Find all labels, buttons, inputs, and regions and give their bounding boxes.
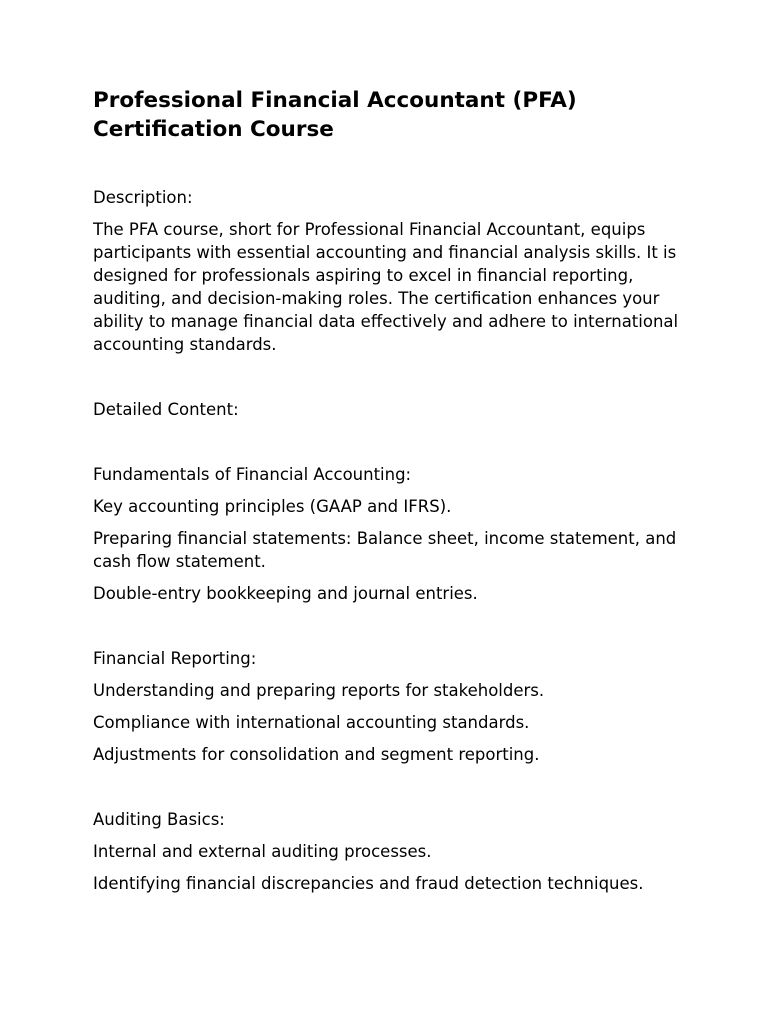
list-item: Key accounting principles (GAAP and IFRS). bbox=[93, 497, 452, 516]
section-heading: Fundamentals of Financial Accounting: bbox=[93, 465, 412, 484]
list-item: Double-entry bookkeeping and journal entries. bbox=[93, 584, 478, 603]
description-label: Description: bbox=[93, 188, 193, 207]
list-item: Internal and external auditing processes. bbox=[93, 842, 432, 861]
section-financial-reporting bbox=[93, 647, 683, 766]
section-heading: Auditing Basics: bbox=[93, 810, 225, 829]
section-auditing-basics bbox=[93, 808, 683, 895]
list-item: Identifying financial discrepancies and fraud detection techniques. bbox=[93, 874, 644, 893]
detailed-content-label: Detailed Content: bbox=[93, 400, 239, 419]
section-fundamentals bbox=[93, 463, 683, 605]
section-heading: Financial Reporting: bbox=[93, 649, 257, 668]
list-item: Compliance with international accounting standards. bbox=[93, 713, 530, 732]
list-item: Adjustments for consolidation and segment reporting. bbox=[93, 745, 540, 764]
description-text: The PFA course, short for Professional Financial Accountant, equips participants with essential accounting and financial analysis skills. It is designed for professionals aspiring to excel in financial reporting, auditing, and decision-making roles. The certification enhances your ability to manage financial data effectively and adhere to international accounting standards. bbox=[93, 220, 679, 354]
list-item: Preparing financial statements: Balance sheet, income statement, and cash flow statement. bbox=[93, 529, 677, 571]
document-title: Professional Financial Accountant (PFA) Certification Course bbox=[93, 88, 577, 142]
document-page bbox=[93, 86, 683, 895]
list-item: Understanding and preparing reports for stakeholders. bbox=[93, 681, 545, 700]
